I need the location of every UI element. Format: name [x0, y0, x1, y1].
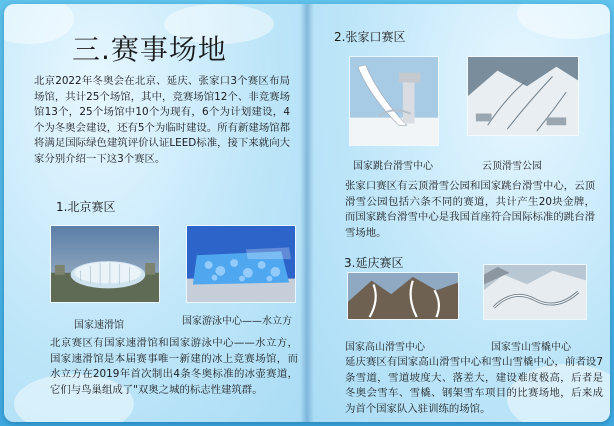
sliding-center-caption: 国家雪山雪橇中心	[491, 342, 571, 353]
yanqing-heading: 3.延庆赛区	[344, 256, 404, 270]
book-spine	[300, 4, 314, 422]
intro-paragraph: 北京2022年冬奥会在北京、延庆、张家口3个赛区布局场馆，共计25个场馆，其中，竞赛场馆12个、非竞赛场馆13个，25个场馆中10个为现有，6个为计划建设，4个为冬奥会建设，还有5个为临时建设。所有新建场馆都将满足国际绿色建筑评价认证LEED标准，接下来就向大家分别介绍一下这3个赛区。	[34, 75, 290, 165]
page-title: 三.赛事场地	[72, 33, 227, 66]
water-cube-caption: 国家游泳中心——水立方	[182, 316, 292, 327]
genting-caption: 云顶滑雪公园	[482, 161, 542, 172]
beijing-paragraph: 北京赛区有国家速滑馆和国家游泳中心——水立方，国家速滑馆是本届赛事唯一新建的冰上竞赛场馆，而水立方在2019年首次制出4条冬奥标准的冰壶赛道，它们与鸟巢组成了"双奥之城的标志性建筑群。	[50, 337, 298, 396]
zhangjiakou-paragraph: 张家口赛区有云顶滑雪公园和国家跳台滑雪中心，云顶滑雪公园包括六条不同的赛道，共计产生20块金牌，而国家跳台滑雪中心是我国首座符合国际标准的跳台滑雪场地。	[345, 180, 595, 239]
ski-jump-caption: 国家跳台滑雪中心	[353, 161, 433, 172]
book-spread	[4, 4, 610, 422]
ski-jump-center-photo	[349, 56, 439, 146]
speed-skating-caption: 国家速滑馆	[74, 320, 124, 331]
speed-skating-oval-photo	[50, 225, 160, 303]
alpine-skiing-center-photo	[347, 272, 459, 320]
sliding-center-photo	[483, 264, 587, 320]
water-cube-photo	[186, 225, 296, 303]
genting-snow-park-photo	[467, 56, 579, 136]
beijing-heading: 1.北京赛区	[56, 200, 116, 214]
yanqing-paragraph: 延庆赛区有国家高山滑雪中心和雪山雪橇中心，前者设7条雪道，雪道坡度大、落差大，建设难度极高，后者是冬奥会雪车、雪橇、钢架雪车项目的比赛场地，后来成为首个国家队入驻训练的场馆。	[345, 356, 603, 415]
left-page	[4, 4, 307, 422]
alpine-skiing-caption: 国家高山滑雪中心	[345, 342, 425, 353]
zhangjiakou-heading: 2.张家口赛区	[334, 30, 406, 44]
right-page	[307, 4, 610, 422]
